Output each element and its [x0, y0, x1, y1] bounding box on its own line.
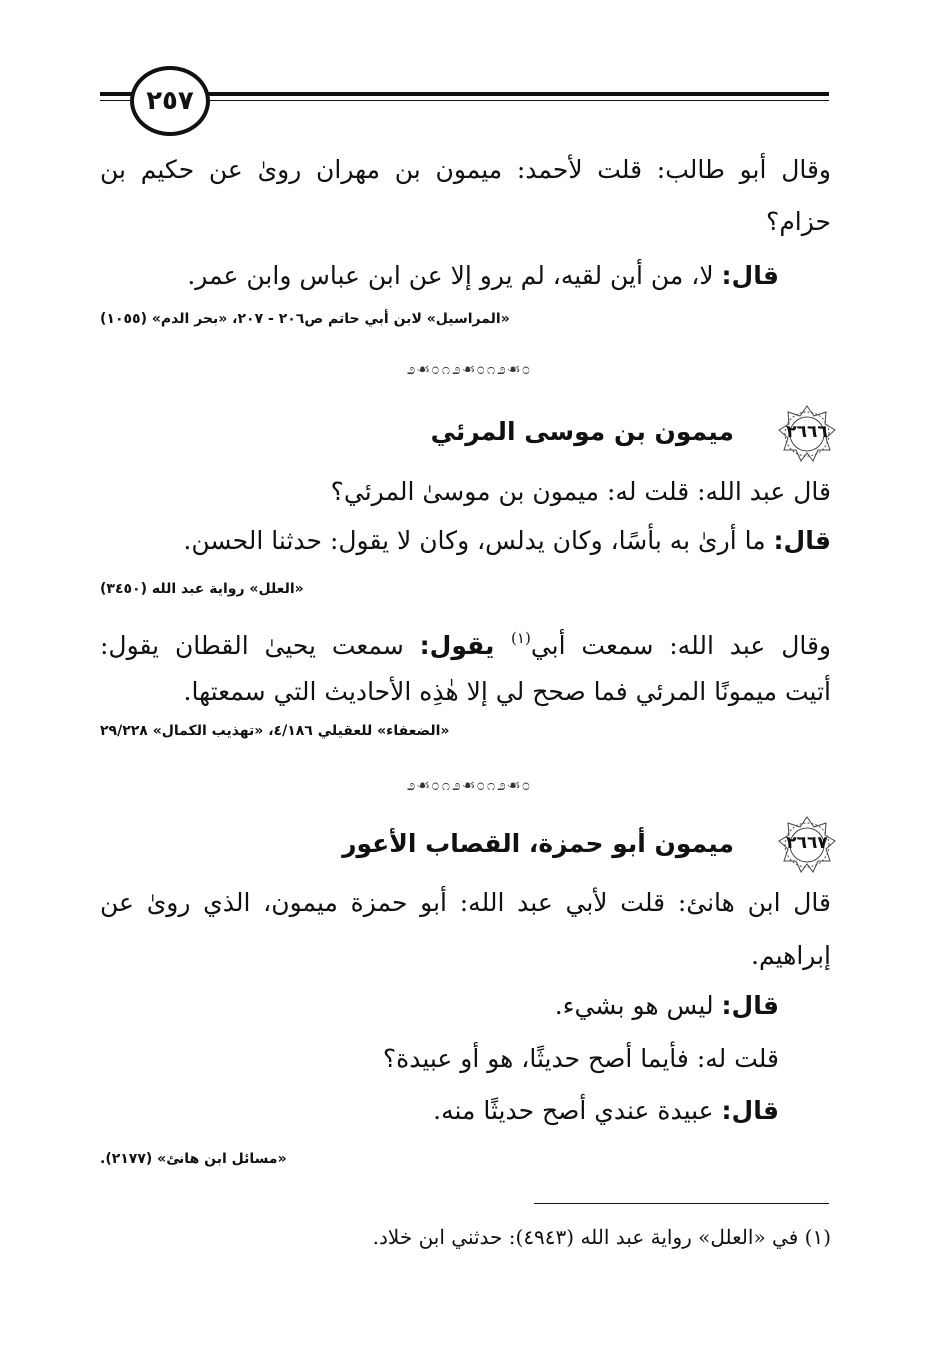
- citation-reference: «مسائل ابن هانئ» (٢١٧٧).: [100, 1151, 287, 1167]
- answer-label: قال:: [721, 991, 779, 1020]
- paragraph-line: قال ابن هانئ: قلت لأبي عبد الله: أبو حمزة ميمون، الذي روىٰ عن: [100, 888, 831, 917]
- text-segment: وقال عبد الله: سمعت أبي: [530, 631, 832, 660]
- answer-line: [100, 988, 779, 1024]
- answer-label: قال:: [721, 261, 779, 290]
- paragraph-line: أتيت ميمونًا المرئي فما صحح لي إلا هٰذِه الأحاديث التي سمعتها.: [183, 677, 831, 706]
- text-segment: سمعت يحيىٰ القطان يقول:: [100, 631, 420, 660]
- paragraph-line: وقال أبو طالب: قلت لأحمد: ميمون بن مهران روىٰ عن حكيم بن: [100, 155, 831, 184]
- paragraph-line: قال عبد الله: قلت له: ميمون بن موسىٰ المرئي؟: [330, 477, 831, 506]
- answer-text: لا، من أين لقيه، لم يرو إلا عن ابن عباس وابن عمر.: [187, 261, 722, 290]
- section-ornament: ೨☙೦೧೨☙೦೧೨☙೦: [406, 776, 533, 794]
- page-number-text: ٢٥٧: [146, 86, 194, 116]
- entry-title: ميمون بن موسى المرئي: [430, 417, 734, 446]
- page-number: [130, 66, 210, 136]
- answer-line: [100, 523, 831, 559]
- answer-text: ما أرىٰ به بأسًا، وكان يدلس، وكان لا يقول: حدثنا الحسن.: [183, 526, 774, 555]
- section-ornament: ೨☙೦೧೨☙೦೧೨☙೦: [406, 360, 533, 378]
- footnote-text: (١) في «العلل» رواية عبد الله (٤٩٤٣): حدثني ابن خلاد.: [372, 1225, 831, 1249]
- citation-reference: «الضعفاء» للعقيلي ٤/١٨٦، «تهذيب الكمال» ٢٩/٢٢٨: [100, 723, 450, 739]
- answer-label: قال:: [773, 526, 831, 555]
- answer-label: قال:: [721, 1096, 779, 1125]
- entry-number-badge: [775, 402, 839, 466]
- citation-reference: «المراسيل» لابن أبي حاتم ص٢٠٦ - ٢٠٧، «بحر الدم» (١٠٥٥): [100, 311, 510, 327]
- answer-line: [100, 258, 779, 294]
- question-line: قلت له: فأيما أصح حديثًا، هو أو عبيدة؟: [382, 1044, 779, 1073]
- bold-segment: يقول:: [419, 631, 512, 660]
- footnote-marker[interactable]: (١): [511, 629, 531, 647]
- answer-text: عبيدة عندي أصح حديثًا منه.: [433, 1096, 722, 1125]
- paragraph-line: [100, 620, 831, 664]
- footnote-separator: [534, 1203, 829, 1204]
- entry-title: ميمون أبو حمزة، القصاب الأعور: [342, 829, 734, 858]
- entry-number-badge: [775, 813, 839, 877]
- answer-text: ليس هو بشيء.: [554, 991, 722, 1020]
- entry-number: ٢٦٦٧: [786, 833, 828, 853]
- paragraph-line: إبراهيم.: [751, 941, 831, 970]
- paragraph-line: حزام؟: [766, 207, 831, 236]
- citation-reference: «العلل» رواية عبد الله (٣٤٥٠): [100, 581, 304, 597]
- answer-line: [100, 1093, 779, 1129]
- entry-number: ٢٦٦٦: [786, 422, 828, 442]
